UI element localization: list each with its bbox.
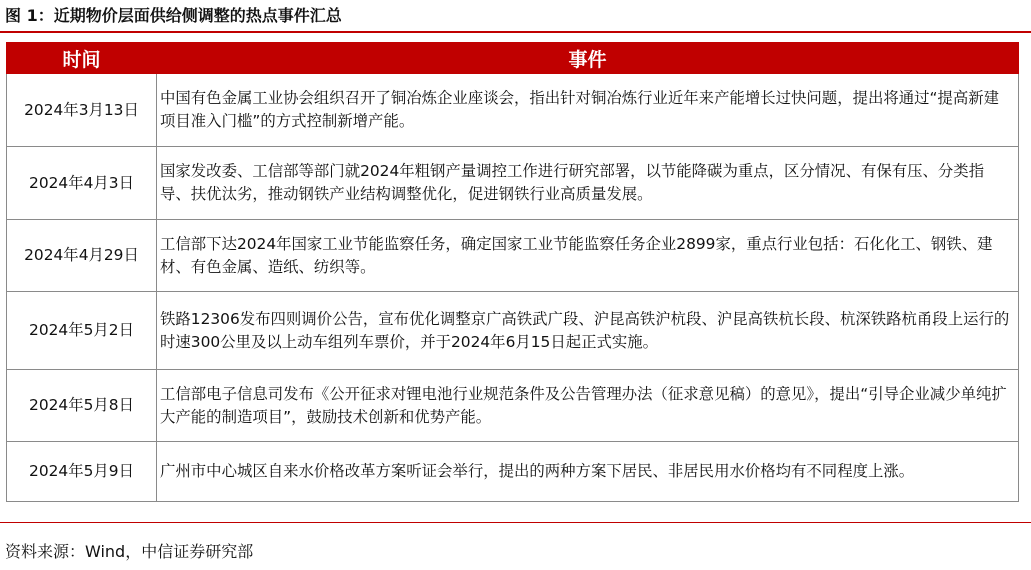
source-note: 资料来源：Wind，中信证券研究部 bbox=[5, 542, 254, 561]
row-event: 工信部下达2024年国家工业节能监察任务，确定国家工业节能监察任务企业2899家，重点行业包括：石化化工、钢铁、建材、有色金属、造纸、纺织等。 bbox=[157, 220, 1019, 292]
figure-title: 图 1：近期物价层面供给侧调整的热点事件汇总 bbox=[5, 6, 342, 25]
table-row bbox=[7, 220, 1019, 292]
table-row bbox=[7, 292, 1019, 370]
header-event: 事件 bbox=[157, 43, 1019, 74]
table-row bbox=[7, 74, 1019, 147]
row-date: 2024年4月29日 bbox=[7, 220, 157, 292]
row-event: 国家发改委、工信部等部门就2024年粗钢产量调控工作进行研究部署，以节能降碳为重点，区分情况、有保有压、分类指导、扶优汰劣，推动钢铁产业结构调整优化，促进钢铁行业高质量发展。 bbox=[157, 147, 1019, 220]
row-event: 铁路12306发布四则调价公告，宣布优化调整京广高铁武广段、沪昆高铁沪杭段、沪昆高铁杭长段、杭深铁路杭甬段上运行的时速300公里及以上动车组列车票价，并于2024年6月15日起正式实施。 bbox=[157, 292, 1019, 370]
row-event: 工信部电子信息司发布《公开征求对锂电池行业规范条件及公告管理办法（征求意见稿）的意见》，提出“引导企业减少单纯扩大产能的制造项目”，鼓励技术创新和优势产能。 bbox=[157, 370, 1019, 442]
table-header-row bbox=[7, 43, 1019, 74]
row-event: 中国有色金属工业协会组织召开了铜冶炼企业座谈会，指出针对铜冶炼行业近年来产能增长过快问题，提出将通过“提高新建项目准入门槛”的方式控制新增产能。 bbox=[157, 74, 1019, 147]
row-date: 2024年5月2日 bbox=[7, 292, 157, 370]
row-date: 2024年5月9日 bbox=[7, 442, 157, 502]
table-row bbox=[7, 370, 1019, 442]
header-time: 时间 bbox=[7, 43, 157, 74]
table-row bbox=[7, 442, 1019, 502]
row-date: 2024年5月8日 bbox=[7, 370, 157, 442]
table-row bbox=[7, 147, 1019, 220]
events-table bbox=[6, 42, 1019, 502]
row-date: 2024年4月3日 bbox=[7, 147, 157, 220]
footer-divider bbox=[0, 522, 1031, 523]
row-event: 广州市中心城区自来水价格改革方案听证会举行，提出的两种方案下居民、非居民用水价格均有不同程度上涨。 bbox=[157, 442, 1019, 502]
title-divider bbox=[0, 31, 1031, 33]
row-date: 2024年3月13日 bbox=[7, 74, 157, 147]
